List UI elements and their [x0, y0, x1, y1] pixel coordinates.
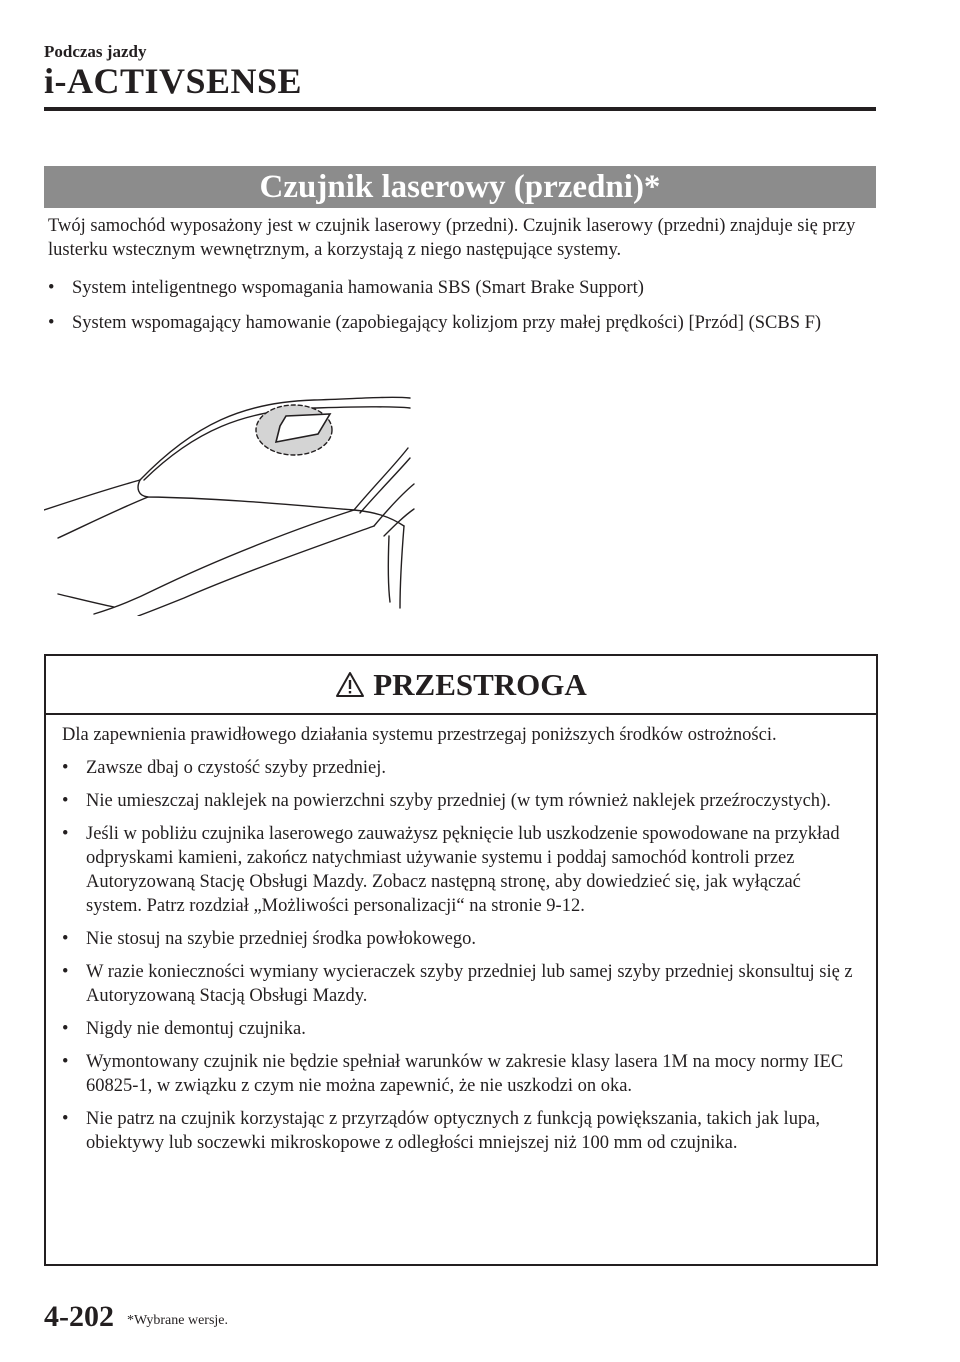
list-item — [48, 311, 878, 335]
bullet-dot: • — [62, 962, 69, 982]
list-item — [62, 822, 860, 918]
warning-triangle-icon — [335, 671, 365, 698]
windshield-sensor-illustration — [44, 376, 420, 616]
list-item — [62, 960, 860, 1008]
footnote: *Wybrane wersje. — [127, 1313, 229, 1328]
list-item — [62, 1050, 860, 1098]
bullet-dot: • — [62, 1019, 69, 1039]
list-item-text: Nie stosuj na szybie przedniej środka powłokowego. — [86, 929, 476, 949]
bullet-dot: • — [62, 758, 69, 778]
list-item-text: Nie umieszczaj naklejek na powierzchni szyby przedniej (w tym również naklejek przeźroczystych). — [86, 791, 831, 811]
bullet-dot: • — [62, 791, 69, 811]
caution-title: PRZESTROGA — [373, 666, 587, 702]
list-item-text: Zawsze dbaj o czystość szyby przedniej. — [86, 758, 387, 778]
systems-list — [48, 276, 878, 346]
section-label: Podczas jazdy — [44, 42, 147, 61]
bullet-dot: • — [48, 278, 55, 298]
bullet-dot: • — [48, 313, 55, 333]
list-item-text: Nigdy nie demontuj czujnika. — [86, 1019, 306, 1039]
list-item-text: W razie konieczności wymiany wycieraczek szyby przedniej lub samej szyby przedniej skonsultuj się z Autoryzowaną Stacją Obsługi Mazdy. — [86, 962, 853, 1006]
list-item — [62, 1107, 860, 1155]
list-item-text: System inteligentnego wspomagania hamowania SBS (Smart Brake Support) — [72, 278, 644, 298]
bullet-dot: • — [62, 1109, 69, 1129]
caution-header — [46, 656, 876, 715]
section-heading: Czujnik laserowy (przedni)* — [44, 166, 876, 208]
list-item-text: System wspomagający hamowanie (zapobiegający kolizjom przy małej prędkości) [Przód] (SCBS F) — [72, 313, 822, 333]
list-item-text: Wymontowany czujnik nie będzie spełniał warunków w zakresie klasy lasera 1M na mocy normy IEC 60825-1, w związku z czym nie można zapewnić, że nie uszkodzi on oka. — [86, 1052, 844, 1096]
caution-box — [44, 654, 878, 1266]
list-item — [62, 1017, 860, 1041]
intro-paragraph: Twój samochód wyposażony jest w czujnik laserowy (przedni). Czujnik laserowy (przedni) znajduje się przy lusterku wstecznym wewnętrznym, a korzystają z niego następujące systemy. — [48, 216, 856, 260]
bullet-dot: • — [62, 1052, 69, 1072]
caution-intro: Dla zapewnienia prawidłowego działania systemu przestrzegaj poniższych środków ostrożności. — [62, 725, 777, 745]
caution-body — [46, 715, 876, 1155]
list-item — [62, 756, 860, 780]
list-item — [62, 789, 860, 813]
chapter-title: i-ACTIVSENSE — [44, 61, 303, 101]
list-item — [48, 276, 878, 300]
header-rule — [44, 107, 876, 111]
bullet-dot: • — [62, 929, 69, 949]
page-number: 4-202 — [44, 1300, 114, 1333]
bullet-dot: • — [62, 824, 69, 844]
list-item — [62, 927, 860, 951]
list-item-text: Jeśli w pobliżu czujnika laserowego zauważysz pęknięcie lub uszkodzenie spowodowane na przykład odpryskami kamieni, zakończ natychmiast używanie systemu i poddaj samochód kontroli przez Autoryzowaną Stację Obsługi Mazdy. Zobacz następną stronę, aby dowiedzieć się, jak wyłączać system. Patrz rozdział „Możliwości personalizacji“ na stronie 9-12. — [86, 824, 840, 916]
list-item-text: Nie patrz na czujnik korzystając z przyrządów optycznych z funkcją powiększania, takich jak lupa, obiektywy lub soczewki mikroskopowe z odległości mniejszej niż 100 mm od czujnika. — [86, 1109, 821, 1153]
